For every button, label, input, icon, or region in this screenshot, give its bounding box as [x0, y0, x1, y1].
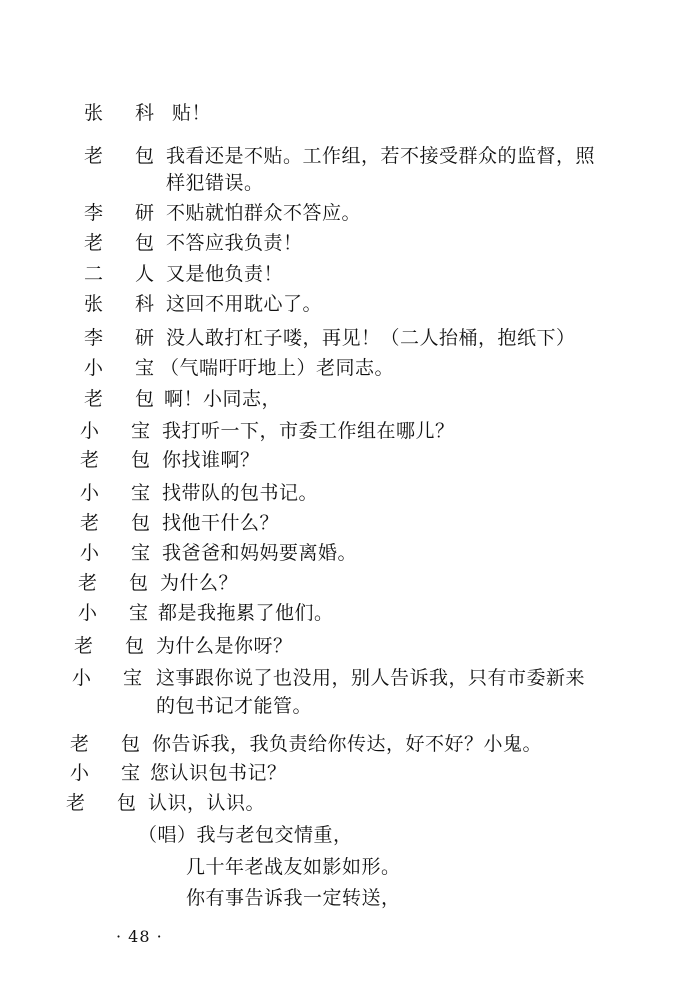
speaker-name: 李 研 — [84, 202, 154, 224]
page-number: · 48 · — [116, 927, 163, 946]
dialogue-text: 的包书记才能管。 — [156, 695, 313, 717]
dialogue-text: 不答应我负责！ — [166, 232, 303, 254]
dialogue-text: 都是我拖累了他们。 — [158, 602, 334, 624]
dialogue-text: 没人敢打杠子喽，再见！（二人抬桶，抱纸下） — [166, 327, 576, 349]
speaker-name: 老 包 — [84, 232, 154, 254]
verse-text: 你有事告诉我一定转送， — [186, 887, 401, 909]
speaker-name: 小 宝 — [72, 667, 142, 689]
dialogue-text: 找他干什么？ — [162, 512, 280, 534]
speaker-name: 小 宝 — [80, 420, 150, 442]
speaker-name: 小 宝 — [70, 762, 140, 784]
dialogue-text: 我打听一下，市委工作组在哪儿？ — [162, 420, 455, 442]
speaker-name: 张 科 — [84, 293, 154, 315]
speaker-name: 二 人 — [84, 263, 154, 285]
dialogue-text: 这回不用耽心了。 — [166, 293, 323, 315]
speaker-name: 老 包 — [66, 792, 136, 814]
speaker-name: 小 宝 — [80, 482, 150, 504]
dialogue-text: 为什么？ — [160, 572, 239, 594]
dialogue-text: 找带队的包书记。 — [162, 482, 319, 504]
dialogue-text: 您认识包书记？ — [150, 762, 287, 784]
dialogue-text: 为什么是你呀？ — [156, 635, 293, 657]
sung-text: （唱）我与老包交情重， — [138, 824, 353, 846]
dialogue-text: 你找谁啊？ — [162, 449, 260, 471]
speaker-name: 老 包 — [78, 572, 148, 594]
dialogue-text: 贴！ — [172, 102, 212, 124]
speaker-name: 小 宝 — [80, 542, 150, 564]
speaker-name: 小 宝 — [78, 602, 148, 624]
dialogue-text: 不贴就怕群众不答应。 — [166, 202, 362, 224]
speaker-name: 老 包 — [80, 449, 150, 471]
speaker-name: 李 研 — [84, 327, 154, 349]
speaker-name: 小 宝 — [84, 357, 154, 379]
verse-text: 几十年老战友如影如形。 — [186, 856, 401, 878]
speaker-name: 老 包 — [70, 733, 140, 755]
speaker-name: 老 包 — [84, 145, 154, 167]
speaker-name: 老 包 — [84, 388, 154, 410]
dialogue-text: 样犯错误。 — [166, 172, 264, 194]
speaker-name: 老 包 — [80, 512, 150, 534]
dialogue-text: 啊！小同志， — [164, 388, 282, 410]
speaker-name: 老 包 — [74, 635, 144, 657]
speaker-name: 张 科 — [84, 102, 154, 124]
dialogue-text: 你告诉我，我负责给你传达，好不好？小鬼。 — [152, 733, 543, 755]
dialogue-text: （气喘吁吁地上）老同志。 — [160, 357, 395, 379]
dialogue-text: 认识，认识。 — [148, 792, 266, 814]
dialogue-text: 我爸爸和妈妈要离婚。 — [162, 542, 358, 564]
dialogue-text: 这事跟你说了也没用，别人告诉我，只有市委新来 — [156, 667, 586, 689]
dialogue-text: 我看还是不贴。工作组，若不接受群众的监督，照 — [166, 145, 596, 167]
dialogue-text: 又是他负责！ — [166, 263, 284, 285]
